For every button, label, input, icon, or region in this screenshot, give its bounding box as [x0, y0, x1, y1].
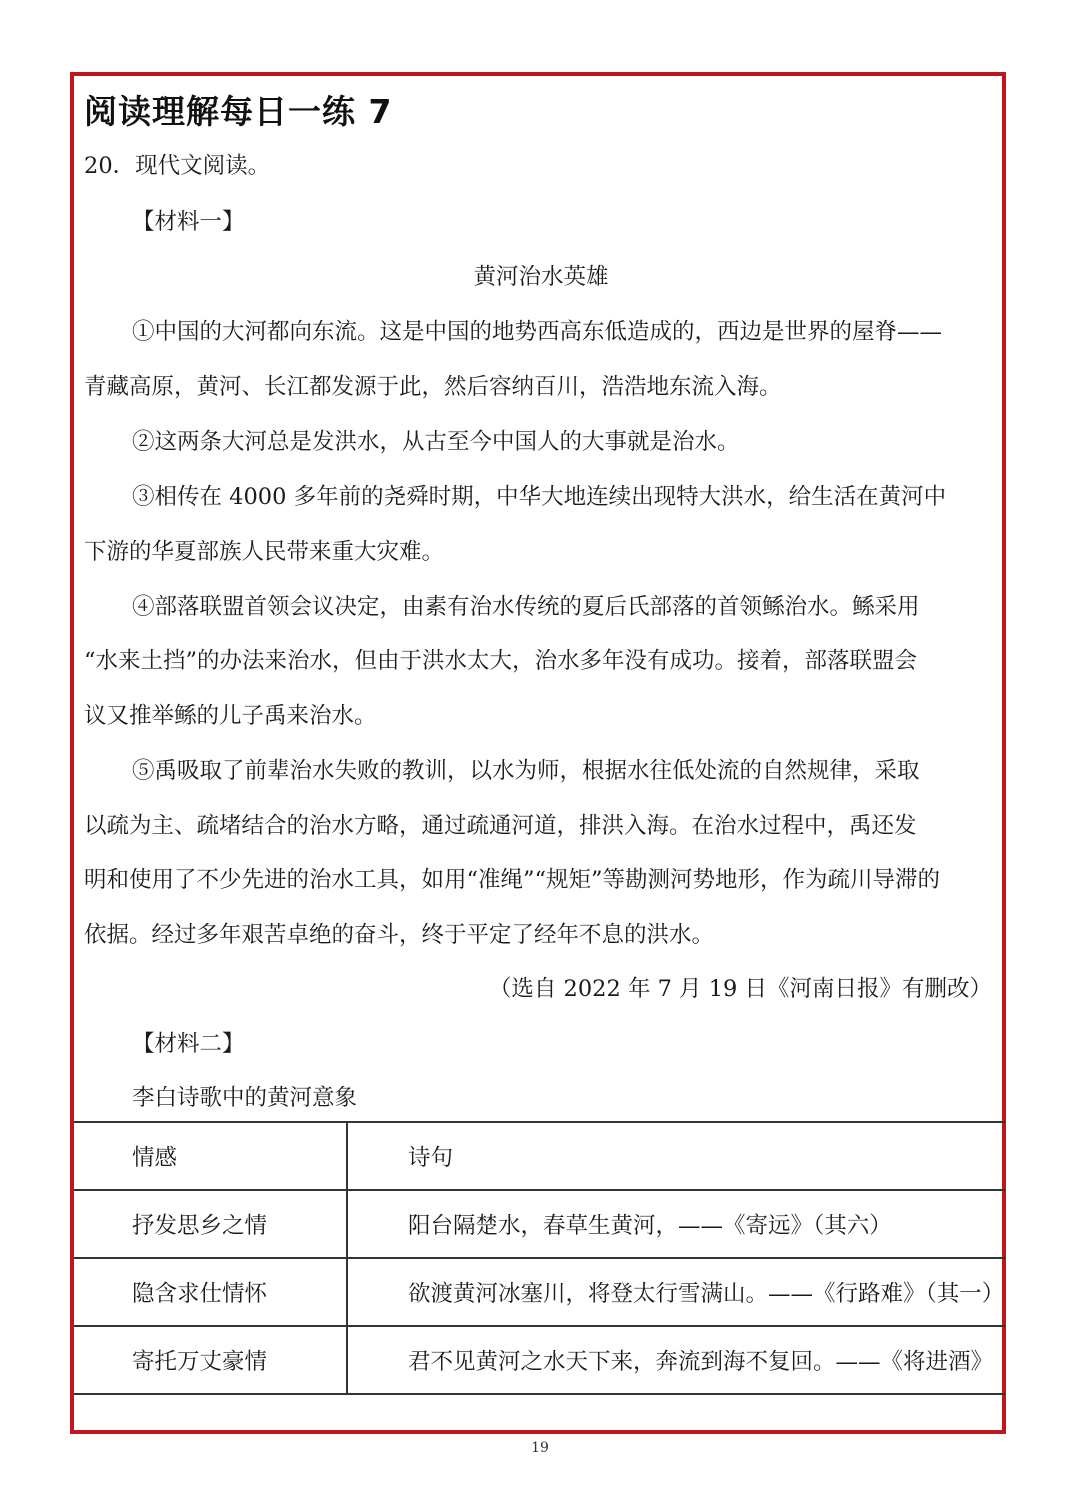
paragraph-line: 明和使用了不少先进的治水工具，如用“准绳”“规矩”等勘测河势地形，作为疏川导滞的	[84, 867, 941, 893]
paragraph-line: 青藏高原，黄河、长江都发源于此，然后容纳百川，浩浩地东流入海。	[84, 374, 782, 400]
paragraph-line: 议又推举鲧的儿子禹来治水。	[84, 703, 377, 729]
paragraph-line: 以疏为主、疏堵结合的治水方略，通过疏通河道，排洪入海。在治水过程中，禹还发	[84, 813, 917, 839]
header-verse: 诗句	[347, 1122, 1006, 1190]
table-caption: 李白诗歌中的黄河意象	[132, 1085, 358, 1111]
paragraph-line: ②这两条大河总是发洪水，从古至今中国人的大事就是治水。	[132, 429, 740, 455]
poetry-table	[74, 1121, 1006, 1395]
paragraph-line: ①中国的大河都向东流。这是中国的地势西高东低造成的，西边是世界的屋脊——	[132, 319, 943, 345]
table-row	[74, 1190, 1006, 1258]
table-row	[74, 1258, 1006, 1326]
paragraph-line: ⑤禹吸取了前辈治水失败的教训，以水为师，根据水往低处流的自然规律，采取	[132, 758, 920, 784]
emotion-cell: 隐含求仕情怀	[74, 1258, 347, 1326]
page-title: 阅读理解每日一练 7	[84, 92, 393, 131]
paragraph-line: 下游的华夏部族人民带来重大灾难。	[84, 539, 445, 565]
table-row	[74, 1326, 1006, 1394]
emotion-cell: 寄托万丈豪情	[74, 1326, 347, 1394]
material1-label: 【材料一】	[132, 209, 245, 235]
paragraph-line: ③相传在 4000 多年前的尧舜时期，中华大地连续出现特大洪水，给生活在黄河中	[132, 484, 947, 510]
page-number: 19	[531, 1440, 549, 1456]
material2-label: 【材料二】	[132, 1031, 245, 1057]
verse-cell: 阳台隔楚水，春草生黄河，——《寄远》（其六）	[347, 1190, 1006, 1258]
verse-cell: 欲渡黄河冰塞川，将登太行雪满山。——《行路难》（其一）	[347, 1258, 1006, 1326]
paragraph-line: 依据。经过多年艰苦卓绝的奋斗，终于平定了经年不息的洪水。	[84, 922, 715, 948]
source-citation: （选自 2022 年 7 月 19 日《河南日报》有删改）	[488, 976, 992, 1002]
header-emotion: 情感	[74, 1122, 347, 1190]
article-title: 黄河治水英雄	[473, 264, 609, 290]
paragraph-line: ④部落联盟首领会议决定，由素有治水传统的夏后氏部落的首领鲧治水。鲧采用	[132, 594, 920, 620]
question-number: 20．现代文阅读。	[84, 153, 271, 179]
verse-cell: 君不见黄河之水天下来，奔流到海不复回。——《将进酒》	[347, 1326, 1006, 1394]
emotion-cell: 抒发思乡之情	[74, 1190, 347, 1258]
table-header-row	[74, 1122, 1006, 1190]
paragraph-line: “水来土挡”的办法来治水，但由于洪水太大，治水多年没有成功。接着，部落联盟会	[84, 648, 918, 674]
